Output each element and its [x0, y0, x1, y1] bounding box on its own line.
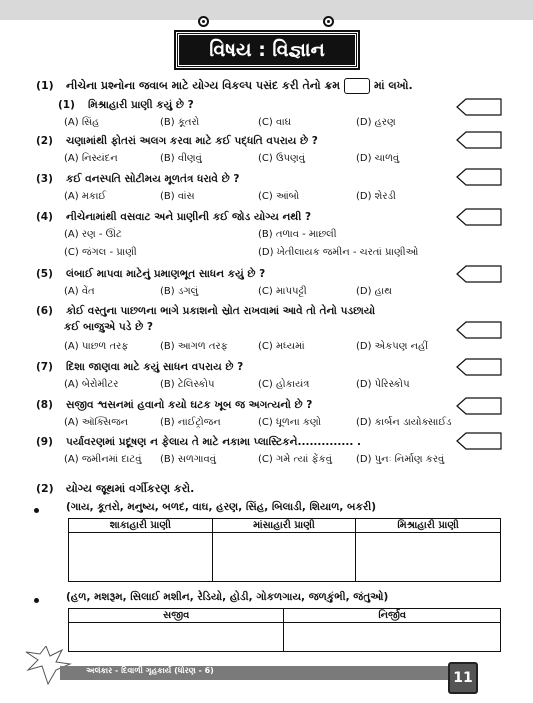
answer-box[interactable] [456, 397, 502, 415]
option-c[interactable]: (C) જંગલ - પ્રાણી [64, 247, 137, 258]
option-b[interactable]: (B) વાંસ [160, 191, 195, 202]
arrow-box-icon [456, 131, 502, 149]
arrow-box-icon [456, 168, 502, 186]
question-text: કઈ વનસ્પતિ સોટીમય મૂળતંત્ર ધરાવે છે ? [66, 173, 240, 185]
question-text: સજીવ શ્વસનમાં હવાનો કયો ઘટક ખૂબ જ અગત્યનો છે ? [66, 399, 313, 411]
bullet-group1 [34, 508, 39, 513]
option-d[interactable]: (D) હરણ [356, 117, 396, 128]
option-b[interactable]: (B) તળાવ - માછલી [258, 229, 337, 240]
header-herbivore: શાકાહારી પ્રાણી [69, 519, 213, 533]
footer-band [60, 666, 455, 680]
option-a[interactable]: (A) પાછળ તરફ [64, 341, 129, 352]
answer-box[interactable] [456, 208, 502, 226]
answer-box[interactable] [456, 358, 502, 376]
option-d[interactable]: (D) પેરિસ્કોપ [356, 379, 410, 390]
option-a[interactable]: (A) જમીનમાં દાટવું [64, 454, 142, 465]
question-number: (8) [36, 399, 53, 411]
question-text: ચણામાંથી ફોતરાં અલગ કરવા માટે કઈ પદ્ધતિ વપરાય છે ? [66, 135, 318, 147]
question-text: લંબાઈ માપવા માટેનું પ્રમાણભૂત સાધન કયું છે ? [66, 268, 266, 280]
option-a[interactable]: (A) રણ - ઊંટ [64, 229, 122, 240]
header-living: સજીવ [69, 609, 284, 623]
question-number: (1) [58, 99, 75, 111]
question-2 [36, 135, 318, 148]
classification-table-living [68, 608, 501, 652]
option-b[interactable]: (B) આગળ તરફ [160, 341, 228, 352]
question-number: (5) [36, 268, 53, 280]
footer-text: અલંકાર - દિવાળી ગૃહકાર્ય (ધોરણ - 6) [86, 666, 214, 675]
question-text: મિશ્રાહારી પ્રાણી કયું છે ? [88, 99, 194, 111]
option-b[interactable]: (B) ડગલું [160, 286, 199, 297]
option-d[interactable]: (D) હાથ [356, 286, 392, 297]
answer-box[interactable] [456, 131, 502, 149]
question-text: કોઈ વસ્તુના પાછળના ભાગે પ્રકાશનો સ્રોત રાખવામાં આવે તો તેનો પડછાયો [66, 305, 376, 317]
question-text: દિશા જાણવા માટે કયું સાધન વપરાય છે ? [66, 361, 244, 373]
option-c[interactable]: (C) વાઘ [258, 117, 292, 128]
option-b[interactable]: (B) સળગાવવું [160, 454, 216, 465]
cell-living[interactable] [69, 623, 284, 652]
question-7 [36, 361, 243, 374]
option-c[interactable]: (C) મધ્યમાં [258, 341, 305, 352]
answer-box[interactable] [456, 98, 502, 116]
arrow-box-icon [456, 432, 502, 450]
top-band [0, 0, 533, 20]
option-b[interactable]: (B) કૂતરો [160, 117, 200, 128]
page-number: 11 [448, 662, 478, 694]
cell-carnivore[interactable] [212, 533, 356, 582]
header-carnivore: માંસાહારી પ્રાણી [212, 519, 356, 533]
arrow-box-icon [456, 397, 502, 415]
group1-items: (ગાય, કૂતરો, મનુષ્ય, બળદ, વાઘ, હરણ, સિંહ, બિલાડી, શિયાળ, બકરી) [66, 501, 377, 513]
arrow-box-icon [456, 265, 502, 283]
answer-box[interactable] [456, 265, 502, 283]
option-c[interactable]: (C) ઉપણવું [258, 153, 305, 164]
question-number: (4) [36, 211, 53, 223]
section1-instruction: (1) નીચેના પ્રશ્નોના જવાબ માટે યોગ્ય વિકલ્પ પસંદ કરી તેનો ક્રમ માં લખો. [36, 79, 413, 92]
question-8 [36, 399, 312, 412]
question-number: (9) [36, 436, 53, 448]
option-a[interactable]: (A) નિસ્યંદન [64, 153, 118, 164]
question-number: (6) [36, 305, 53, 317]
arrow-box-icon [456, 321, 502, 339]
option-d[interactable]: (D) એકપણ નહીં [356, 341, 429, 352]
option-b[interactable]: (B) ટેલિસ્કોપ [160, 379, 215, 390]
option-d[interactable]: (D) પુનઃ નિર્માણ કરવું [356, 454, 445, 465]
cell-herbivore[interactable] [69, 533, 213, 582]
option-d[interactable]: (D) ખેતીલાયક જમીન - ચરતાં પ્રાણીઓ [258, 247, 419, 258]
question-1 [58, 99, 194, 112]
option-a[interactable]: (A) મકાઈ [64, 191, 107, 202]
answer-box[interactable] [456, 168, 502, 186]
option-a[interactable]: (A) વેંત [64, 286, 95, 297]
answer-box[interactable] [456, 321, 502, 339]
header-nonliving: નિર્જીવ [284, 609, 501, 623]
question-4 [36, 211, 311, 224]
question-number: (7) [36, 361, 53, 373]
arrow-box-icon [456, 98, 502, 116]
question-number: (3) [36, 173, 53, 185]
option-c[interactable]: (C) ગમે ત્યાં ફેંકવું [258, 454, 332, 465]
answer-box[interactable] [456, 432, 502, 450]
option-d[interactable]: (D) શેરડી [356, 191, 396, 202]
cell-omnivore[interactable] [356, 533, 501, 582]
question-3 [36, 173, 240, 186]
question-5 [36, 268, 265, 281]
classification-table-animals [68, 518, 501, 582]
question-9 [36, 436, 361, 449]
section2-instruction: (2) યોગ્ય જૂથમાં વર્ગીકરણ કરો. [36, 482, 195, 495]
option-d[interactable]: (D) ચાળવું [356, 153, 400, 164]
option-c[interactable]: (C) માપપટ્ટી [258, 286, 307, 297]
binder-ring-right [323, 16, 334, 27]
cell-nonliving[interactable] [284, 623, 501, 652]
option-b[interactable]: (B) વીણવું [160, 153, 202, 164]
option-c[interactable]: (C) આંબો [258, 191, 300, 202]
page-title: વિષય : વિજ્ઞાન [176, 32, 358, 68]
question-text: પર્યાવરણમાં પ્રદૂષણ ન ફેલાય તે માટે નકામા પ્લાસ્ટિકને.............. . [66, 436, 361, 448]
option-a[interactable]: (A) સિંહ [64, 117, 100, 128]
option-c[interactable]: (C) ધૂળના કણો [258, 417, 322, 428]
arrow-box-icon [456, 358, 502, 376]
arrow-box-icon [456, 208, 502, 226]
option-c[interactable]: (C) હોકાયંત્ર [258, 379, 310, 390]
group2-items: (હળ, મશરૂમ, સિલાઈ મશીન, રેડિયો, હોડી, ગોકળગાય, જળકુંભી, જંતુઓ) [66, 591, 389, 603]
option-a[interactable]: (A) ઑક્સિજન [64, 417, 129, 428]
option-b[interactable]: (B) નાઈટ્રોજન [160, 417, 221, 428]
binder-ring-left [198, 16, 209, 27]
question-number: (2) [36, 135, 53, 147]
question-text: નીચેનામાંથી વસવાટ અને પ્રાણીની કઈ જોડ યોગ્ય નથી ? [66, 211, 312, 223]
option-d[interactable]: (D) કાર્બન ડાયોક્સાઈડ [356, 417, 452, 428]
answer-key-box [344, 78, 370, 94]
bullet-group2 [34, 598, 39, 603]
option-a[interactable]: (A) બેરોમીટર [64, 379, 119, 390]
header-omnivore: મિશ્રાહારી પ્રાણી [356, 519, 501, 533]
question-text-continued: કઈ બાજુએ પડે છે ? [64, 321, 153, 333]
question-6 [36, 305, 375, 318]
